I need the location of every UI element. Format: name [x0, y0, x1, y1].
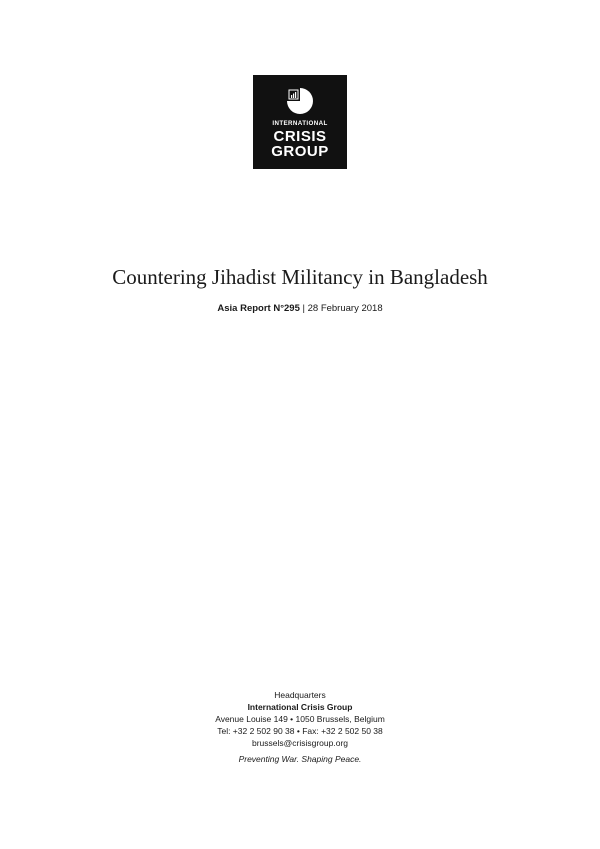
report-title: Countering Jihadist Militancy in Bangladesh: [112, 265, 488, 289]
logo-text-group: GROUP: [271, 143, 329, 160]
footer-tagline: Preventing War. Shaping Peace.: [238, 754, 362, 764]
report-subtitle: [0, 303, 600, 314]
crisis-group-emblem-icon: [284, 85, 316, 117]
footer-label: Headquarters: [274, 690, 326, 700]
footer-address: Avenue Louise 149 • 1050 Brussels, Belgium: [215, 714, 385, 724]
crisis-group-logo: [253, 75, 347, 169]
logo-text-crisis: CRISIS: [273, 128, 327, 145]
footer-email: brussels@crisisgroup.org: [251, 738, 349, 748]
report-number: Asia Report N°295: [217, 303, 300, 314]
footer-contact: [0, 689, 600, 765]
footer-phone: Tel: +32 2 502 90 38 • Fax: +32 2 502 50 38: [217, 726, 383, 736]
report-date: 28 February 2018: [307, 303, 383, 314]
subtitle-separator: |: [302, 303, 305, 314]
logo-text-international: INTERNATIONAL: [272, 120, 328, 127]
footer-org: International Crisis Group: [247, 702, 353, 712]
